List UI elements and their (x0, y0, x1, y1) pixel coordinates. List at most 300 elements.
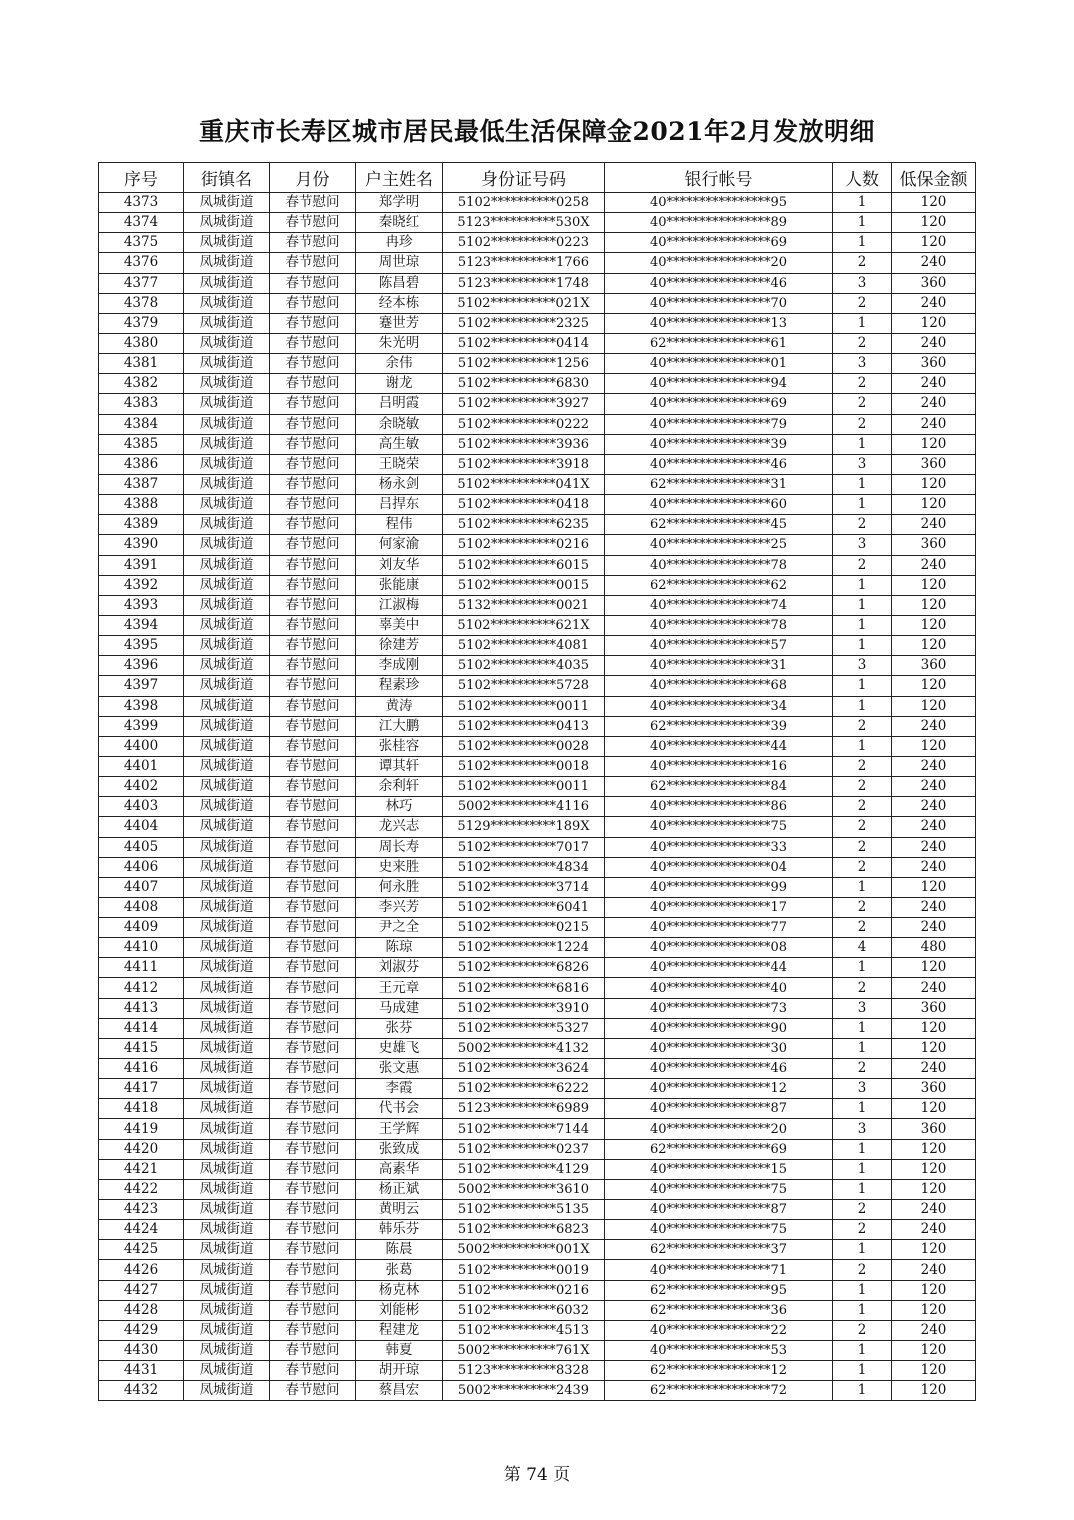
cell-month: 春节慰问 (270, 696, 356, 716)
cell-id-number: 5102**********5135 (443, 1200, 605, 1220)
cell-serial: 4400 (99, 736, 184, 756)
cell-street: 凤城街道 (184, 998, 270, 1018)
table-row (99, 555, 976, 575)
header-amount: 低保金额 (892, 163, 976, 193)
cell-month: 春节慰问 (270, 333, 356, 353)
cell-month: 春节慰问 (270, 293, 356, 313)
cell-bank-account: 40****************89 (605, 213, 833, 233)
cell-serial: 4406 (99, 857, 184, 877)
cell-month: 春节慰问 (270, 1381, 356, 1401)
cell-amount: 120 (892, 213, 976, 233)
cell-persons: 2 (833, 1260, 892, 1280)
cell-bank-account: 40****************71 (605, 1260, 833, 1280)
table-row (99, 333, 976, 353)
cell-serial: 4386 (99, 454, 184, 474)
cell-householder: 龙兴志 (356, 817, 443, 837)
cell-persons: 2 (833, 515, 892, 535)
cell-householder: 江大鹏 (356, 716, 443, 736)
cell-id-number: 5132**********0021 (443, 595, 605, 615)
cell-id-number: 5123**********1766 (443, 253, 605, 273)
cell-serial: 4430 (99, 1341, 184, 1361)
cell-id-number: 5102**********6235 (443, 515, 605, 535)
cell-amount: 240 (892, 1059, 976, 1079)
cell-month: 春节慰问 (270, 877, 356, 897)
cell-amount: 120 (892, 233, 976, 253)
cell-street: 凤城街道 (184, 1159, 270, 1179)
cell-householder: 经本栋 (356, 293, 443, 313)
table-row (99, 938, 976, 958)
cell-id-number: 5102**********4129 (443, 1159, 605, 1179)
cell-month: 春节慰问 (270, 636, 356, 656)
cell-id-number: 5102**********2325 (443, 313, 605, 333)
cell-persons: 1 (833, 193, 892, 213)
cell-serial: 4411 (99, 958, 184, 978)
cell-bank-account: 40****************01 (605, 354, 833, 374)
cell-serial: 4396 (99, 656, 184, 676)
cell-street: 凤城街道 (184, 193, 270, 213)
cell-month: 春节慰问 (270, 474, 356, 494)
cell-bank-account: 40****************40 (605, 978, 833, 998)
cell-month: 春节慰问 (270, 253, 356, 273)
cell-month: 春节慰问 (270, 1260, 356, 1280)
cell-id-number: 5102**********6015 (443, 555, 605, 575)
cell-persons: 2 (833, 756, 892, 776)
cell-id-number: 5102**********0414 (443, 333, 605, 353)
table-row (99, 676, 976, 696)
cell-id-number: 5102**********1256 (443, 354, 605, 374)
cell-householder: 林巧 (356, 797, 443, 817)
cell-id-number: 5102**********0413 (443, 716, 605, 736)
table-row (99, 615, 976, 635)
cell-householder: 蔡昌宏 (356, 1381, 443, 1401)
cell-householder: 冉珍 (356, 233, 443, 253)
cell-bank-account: 40****************22 (605, 1320, 833, 1340)
cell-month: 春节慰问 (270, 233, 356, 253)
table-row (99, 696, 976, 716)
cell-serial: 4377 (99, 273, 184, 293)
cell-street: 凤城街道 (184, 676, 270, 696)
cell-street: 凤城街道 (184, 1220, 270, 1240)
cell-serial: 4381 (99, 354, 184, 374)
cell-street: 凤城街道 (184, 354, 270, 374)
cell-month: 春节慰问 (270, 615, 356, 635)
table-row (99, 918, 976, 938)
cell-street: 凤城街道 (184, 575, 270, 595)
cell-householder: 陈晨 (356, 1240, 443, 1260)
cell-persons: 1 (833, 1361, 892, 1381)
cell-month: 春节慰问 (270, 1341, 356, 1361)
cell-month: 春节慰问 (270, 1240, 356, 1260)
cell-persons: 2 (833, 293, 892, 313)
cell-serial: 4398 (99, 696, 184, 716)
cell-householder: 张能康 (356, 575, 443, 595)
cell-street: 凤城街道 (184, 495, 270, 515)
cell-bank-account: 40****************16 (605, 756, 833, 776)
cell-id-number: 5123**********6989 (443, 1099, 605, 1119)
cell-amount: 240 (892, 333, 976, 353)
cell-id-number: 5102**********0223 (443, 233, 605, 253)
cell-serial: 4404 (99, 817, 184, 837)
cell-month: 春节慰问 (270, 1159, 356, 1179)
cell-householder: 郑学明 (356, 193, 443, 213)
cell-persons: 2 (833, 1320, 892, 1340)
cell-month: 春节慰问 (270, 595, 356, 615)
cell-serial: 4387 (99, 474, 184, 494)
cell-month: 春节慰问 (270, 535, 356, 555)
cell-persons: 3 (833, 454, 892, 474)
cell-month: 春节慰问 (270, 716, 356, 736)
cell-street: 凤城街道 (184, 535, 270, 555)
header-householder: 户主姓名 (356, 163, 443, 193)
cell-amount: 240 (892, 756, 976, 776)
cell-householder: 韩乐芬 (356, 1220, 443, 1240)
cell-persons: 3 (833, 354, 892, 374)
cell-bank-account: 40****************75 (605, 1179, 833, 1199)
cell-serial: 4427 (99, 1280, 184, 1300)
cell-amount: 120 (892, 1280, 976, 1300)
cell-month: 春节慰问 (270, 918, 356, 938)
cell-householder: 程素珍 (356, 676, 443, 696)
cell-bank-account: 40****************60 (605, 495, 833, 515)
cell-id-number: 5102**********7144 (443, 1119, 605, 1139)
cell-month: 春节慰问 (270, 495, 356, 515)
cell-serial: 4380 (99, 333, 184, 353)
cell-householder: 高素华 (356, 1159, 443, 1179)
cell-serial: 4399 (99, 716, 184, 736)
cell-bank-account: 40****************04 (605, 857, 833, 877)
cell-id-number: 5102**********0216 (443, 535, 605, 555)
cell-householder: 何家渝 (356, 535, 443, 555)
cell-serial: 4393 (99, 595, 184, 615)
cell-persons: 2 (833, 837, 892, 857)
table-row (99, 897, 976, 917)
cell-id-number: 5102**********6816 (443, 978, 605, 998)
table-row (99, 958, 976, 978)
cell-persons: 1 (833, 1341, 892, 1361)
cell-persons: 1 (833, 1240, 892, 1260)
cell-serial: 4383 (99, 394, 184, 414)
cell-persons: 2 (833, 1059, 892, 1079)
cell-id-number: 5102**********0011 (443, 696, 605, 716)
cell-householder: 马成建 (356, 998, 443, 1018)
cell-id-number: 5102**********6032 (443, 1300, 605, 1320)
cell-serial: 4389 (99, 515, 184, 535)
cell-persons: 3 (833, 535, 892, 555)
cell-bank-account: 40****************31 (605, 656, 833, 676)
cell-month: 春节慰问 (270, 676, 356, 696)
cell-id-number: 5102**********6826 (443, 958, 605, 978)
cell-id-number: 5102**********3936 (443, 434, 605, 454)
cell-amount: 360 (892, 998, 976, 1018)
cell-householder: 代书会 (356, 1099, 443, 1119)
cell-bank-account: 62****************39 (605, 716, 833, 736)
cell-bank-account: 62****************12 (605, 1361, 833, 1381)
cell-householder: 杨克林 (356, 1280, 443, 1300)
cell-amount: 120 (892, 958, 976, 978)
cell-id-number: 5102**********0258 (443, 193, 605, 213)
cell-street: 凤城街道 (184, 1361, 270, 1381)
cell-persons: 2 (833, 716, 892, 736)
cell-month: 春节慰问 (270, 938, 356, 958)
cell-householder: 杨永剑 (356, 474, 443, 494)
cell-month: 春节慰问 (270, 897, 356, 917)
cell-bank-account: 40****************33 (605, 837, 833, 857)
cell-amount: 120 (892, 1179, 976, 1199)
cell-serial: 4416 (99, 1059, 184, 1079)
cell-serial: 4422 (99, 1179, 184, 1199)
cell-id-number: 5102**********6830 (443, 374, 605, 394)
cell-householder: 江淑梅 (356, 595, 443, 615)
cell-amount: 120 (892, 1159, 976, 1179)
cell-persons: 2 (833, 817, 892, 837)
cell-id-number: 5102**********041X (443, 474, 605, 494)
cell-bank-account: 40****************95 (605, 193, 833, 213)
cell-month: 春节慰问 (270, 958, 356, 978)
cell-serial: 4413 (99, 998, 184, 1018)
cell-id-number: 5102**********3927 (443, 394, 605, 414)
cell-id-number: 5102**********3910 (443, 998, 605, 1018)
table-row (99, 414, 976, 434)
table-row (99, 756, 976, 776)
cell-amount: 240 (892, 857, 976, 877)
cell-id-number: 5102**********0028 (443, 736, 605, 756)
cell-persons: 2 (833, 918, 892, 938)
cell-persons: 1 (833, 1300, 892, 1320)
cell-householder: 陈琼 (356, 938, 443, 958)
header-id-number: 身份证号码 (443, 163, 605, 193)
cell-householder: 李兴芳 (356, 897, 443, 917)
cell-persons: 1 (833, 1381, 892, 1401)
cell-id-number: 5123**********1748 (443, 273, 605, 293)
cell-bank-account: 62****************95 (605, 1280, 833, 1300)
cell-serial: 4405 (99, 837, 184, 857)
cell-amount: 120 (892, 1018, 976, 1038)
table-row (99, 636, 976, 656)
table-row (99, 1361, 976, 1381)
cell-bank-account: 40****************17 (605, 897, 833, 917)
cell-id-number: 5102**********1224 (443, 938, 605, 958)
cell-amount: 360 (892, 273, 976, 293)
cell-householder: 徐建芳 (356, 636, 443, 656)
table-row (99, 1320, 976, 1340)
cell-persons: 2 (833, 253, 892, 273)
cell-bank-account: 40****************70 (605, 293, 833, 313)
cell-persons: 1 (833, 1280, 892, 1300)
cell-amount: 120 (892, 1099, 976, 1119)
cell-serial: 4373 (99, 193, 184, 213)
cell-month: 春节慰问 (270, 756, 356, 776)
cell-bank-account: 62****************72 (605, 1381, 833, 1401)
table-row (99, 817, 976, 837)
cell-serial: 4401 (99, 756, 184, 776)
table-row (99, 595, 976, 615)
cell-bank-account: 40****************68 (605, 676, 833, 696)
cell-householder: 王元章 (356, 978, 443, 998)
cell-street: 凤城街道 (184, 313, 270, 333)
table-row (99, 374, 976, 394)
cell-persons: 1 (833, 434, 892, 454)
cell-householder: 李成刚 (356, 656, 443, 676)
cell-householder: 黄涛 (356, 696, 443, 716)
cell-householder: 辜美中 (356, 615, 443, 635)
cell-street: 凤城街道 (184, 1320, 270, 1340)
cell-id-number: 5102**********3714 (443, 877, 605, 897)
cell-serial: 4391 (99, 555, 184, 575)
cell-street: 凤城街道 (184, 1099, 270, 1119)
cell-bank-account: 62****************31 (605, 474, 833, 494)
cell-id-number: 5123**********8328 (443, 1361, 605, 1381)
cell-serial: 4412 (99, 978, 184, 998)
cell-amount: 240 (892, 817, 976, 837)
cell-id-number: 5102**********021X (443, 293, 605, 313)
cell-street: 凤城街道 (184, 958, 270, 978)
cell-amount: 120 (892, 736, 976, 756)
cell-bank-account: 40****************99 (605, 877, 833, 897)
cell-amount: 120 (892, 1381, 976, 1401)
cell-amount: 120 (892, 1300, 976, 1320)
cell-bank-account: 40****************46 (605, 1059, 833, 1079)
cell-persons: 1 (833, 736, 892, 756)
cell-street: 凤城街道 (184, 1179, 270, 1199)
cell-persons: 1 (833, 1099, 892, 1119)
table-row (99, 716, 976, 736)
cell-serial: 4379 (99, 313, 184, 333)
cell-persons: 1 (833, 676, 892, 696)
cell-householder: 张芬 (356, 1018, 443, 1038)
cell-street: 凤城街道 (184, 877, 270, 897)
cell-serial: 4421 (99, 1159, 184, 1179)
cell-street: 凤城街道 (184, 978, 270, 998)
cell-bank-account: 40****************44 (605, 958, 833, 978)
table-row (99, 777, 976, 797)
cell-id-number: 5102**********6041 (443, 897, 605, 917)
cell-bank-account: 40****************39 (605, 434, 833, 454)
cell-month: 春节慰问 (270, 374, 356, 394)
cell-householder: 张桂容 (356, 736, 443, 756)
cell-bank-account: 62****************36 (605, 1300, 833, 1320)
cell-bank-account: 40****************57 (605, 636, 833, 656)
cell-id-number: 5102**********0216 (443, 1280, 605, 1300)
cell-bank-account: 62****************84 (605, 777, 833, 797)
payment-table (98, 162, 976, 1401)
cell-bank-account: 40****************79 (605, 414, 833, 434)
cell-persons: 1 (833, 877, 892, 897)
cell-amount: 360 (892, 656, 976, 676)
cell-bank-account: 40****************77 (605, 918, 833, 938)
cell-serial: 4410 (99, 938, 184, 958)
cell-amount: 360 (892, 535, 976, 555)
cell-bank-account: 40****************87 (605, 1200, 833, 1220)
cell-persons: 3 (833, 273, 892, 293)
cell-serial: 4423 (99, 1200, 184, 1220)
cell-householder: 程建龙 (356, 1320, 443, 1340)
cell-persons: 1 (833, 1038, 892, 1058)
cell-street: 凤城街道 (184, 857, 270, 877)
cell-id-number: 5102**********4513 (443, 1320, 605, 1340)
cell-street: 凤城街道 (184, 837, 270, 857)
cell-month: 春节慰问 (270, 1059, 356, 1079)
table-row (99, 213, 976, 233)
cell-id-number: 5002**********3610 (443, 1179, 605, 1199)
cell-bank-account: 40****************53 (605, 1341, 833, 1361)
cell-street: 凤城街道 (184, 1260, 270, 1280)
cell-month: 春节慰问 (270, 354, 356, 374)
cell-month: 春节慰问 (270, 1200, 356, 1220)
table-row (99, 454, 976, 474)
table-row (99, 1381, 976, 1401)
cell-month: 春节慰问 (270, 978, 356, 998)
cell-persons: 1 (833, 1159, 892, 1179)
table-row (99, 837, 976, 857)
cell-amount: 120 (892, 1240, 976, 1260)
cell-month: 春节慰问 (270, 817, 356, 837)
cell-month: 春节慰问 (270, 515, 356, 535)
cell-id-number: 5002**********761X (443, 1341, 605, 1361)
cell-id-number: 5129**********189X (443, 817, 605, 837)
cell-street: 凤城街道 (184, 656, 270, 676)
table-row (99, 978, 976, 998)
cell-persons: 1 (833, 213, 892, 233)
cell-persons: 2 (833, 857, 892, 877)
cell-persons: 2 (833, 333, 892, 353)
cell-persons: 3 (833, 1119, 892, 1139)
cell-amount: 120 (892, 313, 976, 333)
table-row (99, 233, 976, 253)
cell-street: 凤城街道 (184, 474, 270, 494)
cell-serial: 4403 (99, 797, 184, 817)
cell-id-number: 5123**********530X (443, 213, 605, 233)
cell-amount: 240 (892, 777, 976, 797)
cell-bank-account: 40****************20 (605, 253, 833, 273)
document-title: 重庆市长寿区城市居民最低生活保障金2021年2月发放明细 (199, 117, 875, 146)
cell-bank-account: 40****************12 (605, 1079, 833, 1099)
table-row (99, 1159, 976, 1179)
cell-amount: 120 (892, 1038, 976, 1058)
cell-amount: 120 (892, 575, 976, 595)
cell-serial: 4392 (99, 575, 184, 595)
cell-serial: 4376 (99, 253, 184, 273)
cell-amount: 120 (892, 595, 976, 615)
cell-householder: 王学辉 (356, 1119, 443, 1139)
cell-id-number: 5102**********7017 (443, 837, 605, 857)
cell-persons: 1 (833, 1018, 892, 1038)
cell-serial: 4432 (99, 1381, 184, 1401)
cell-bank-account: 40****************46 (605, 273, 833, 293)
cell-amount: 120 (892, 615, 976, 635)
table-row (99, 515, 976, 535)
cell-householder: 何永胜 (356, 877, 443, 897)
cell-month: 春节慰问 (270, 1280, 356, 1300)
cell-householder: 张葛 (356, 1260, 443, 1280)
cell-month: 春节慰问 (270, 213, 356, 233)
cell-serial: 4426 (99, 1260, 184, 1280)
cell-street: 凤城街道 (184, 333, 270, 353)
cell-bank-account: 40****************20 (605, 1119, 833, 1139)
cell-street: 凤城街道 (184, 233, 270, 253)
cell-id-number: 5102**********4035 (443, 656, 605, 676)
cell-street: 凤城街道 (184, 736, 270, 756)
cell-street: 凤城街道 (184, 1059, 270, 1079)
cell-street: 凤城街道 (184, 293, 270, 313)
cell-bank-account: 40****************87 (605, 1099, 833, 1119)
cell-serial: 4407 (99, 877, 184, 897)
page-number: 第 74 页 (503, 1465, 571, 1485)
table-row (99, 1179, 976, 1199)
cell-householder: 余晓敏 (356, 414, 443, 434)
cell-persons: 2 (833, 777, 892, 797)
table-row (99, 857, 976, 877)
cell-persons: 2 (833, 797, 892, 817)
